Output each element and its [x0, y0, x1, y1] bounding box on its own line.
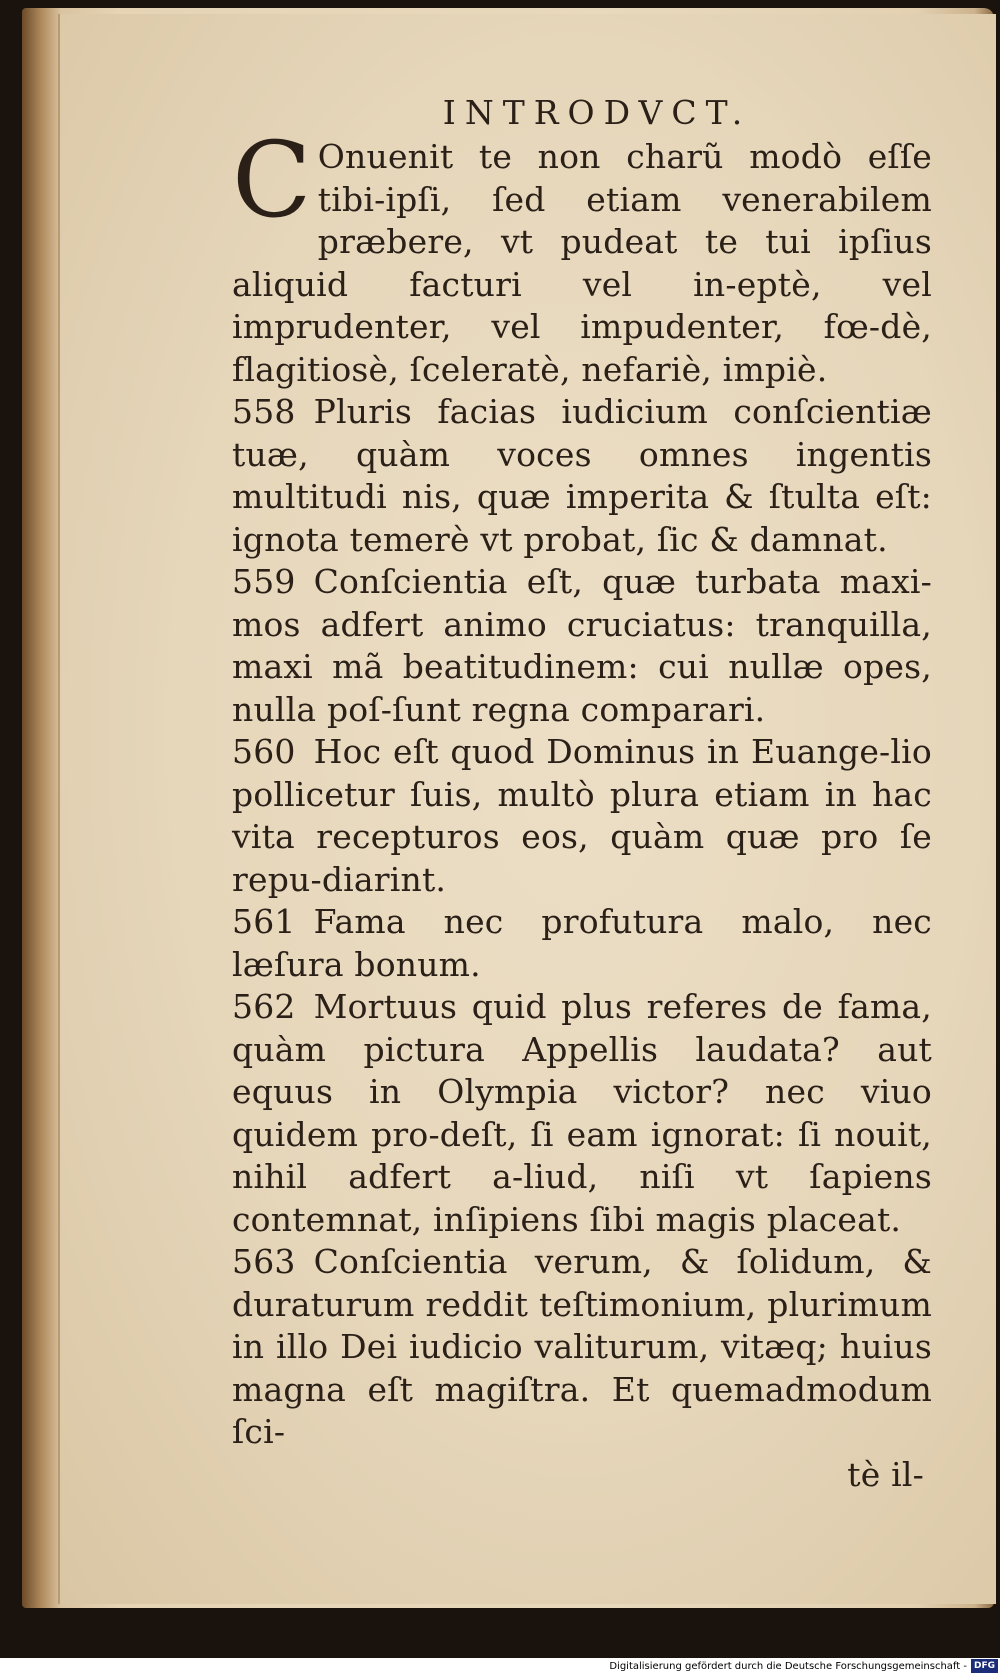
paragraph-number: 561	[232, 902, 296, 941]
catchword: tè il-	[847, 1454, 924, 1494]
paragraph-intro	[232, 119, 932, 391]
running-head: INTRODVCT.	[442, 93, 752, 132]
paragraph-text: Hoc eſt quod Dominus in Euange-lio pollicetur ſuis, multò plura etiam in hac vita recepturos eos, quàm quæ pro ſe repu-diarint.	[232, 732, 932, 899]
paragraph-559	[232, 561, 932, 731]
paragraph-text: Conſcientia verum, & ſolidum, & duraturum reddit teſtimonium, plurimum in illo Dei iudicio valiturum, vitæq; huius magna eſt magiſtra. Et quemadmodum ſci-	[232, 1242, 932, 1451]
paragraph-number: 559	[232, 562, 296, 601]
footer-credit: Digitalisierung gefördert durch die Deutsche Forschungsgemeinschaft -	[609, 1661, 967, 1672]
paragraph-561	[232, 901, 932, 986]
digitization-footer	[0, 1658, 1000, 1676]
paragraph-text: Mortuus quid plus referes de fama, quàm pictura Appellis laudata? aut equus in Olympia victor? nec viuo quidem pro-deſt, ſi eam ignorat: ſi nouit, nihil adfert a-liud, niſi vt ſapiens contemnat, inſipiens ſibi magis placeat.	[232, 987, 932, 1239]
paragraph-text: Pluris facias iudicium conſcientiæ tuæ, quàm voces omnes ingentis multitudi nis, quæ imperita & ſtulta eſt: ignota temerè vt probat, ſic & damnat.	[232, 392, 932, 559]
paragraph-562	[232, 986, 932, 1241]
dropcap: C	[232, 119, 312, 241]
paragraph-number: 560	[232, 732, 296, 771]
paragraph-563	[232, 1241, 932, 1454]
dfg-logo-icon: DFG	[971, 1659, 998, 1673]
text-block	[232, 90, 932, 1496]
paragraph-number: 563	[232, 1242, 296, 1281]
paragraph-text: Conſcientia eſt, quæ turbata maxi-mos adfert animo cruciatus: tranquilla, maxi mã beatitudinem: cui nullæ opes, nulla poſ-ſunt regna comparari.	[232, 562, 932, 729]
paragraph-text: Onuenit te non charũ modò eſſe tibi-ipſi, ſed etiam venerabilem præbere, vt pudeat te tui ipſius aliquid facturi vel in-eptè, vel imprudenter, vel impudenter, fœ-dè, flagitiosè, ſceleratè, nefariè, impiè.	[232, 137, 932, 389]
paragraph-560	[232, 731, 932, 901]
paragraph-number: 558	[232, 392, 296, 431]
paragraph-number: 562	[232, 987, 296, 1026]
paragraph-text: Fama nec profutura malo, nec læſura bonum.	[232, 902, 932, 984]
paragraph-558	[232, 391, 932, 561]
